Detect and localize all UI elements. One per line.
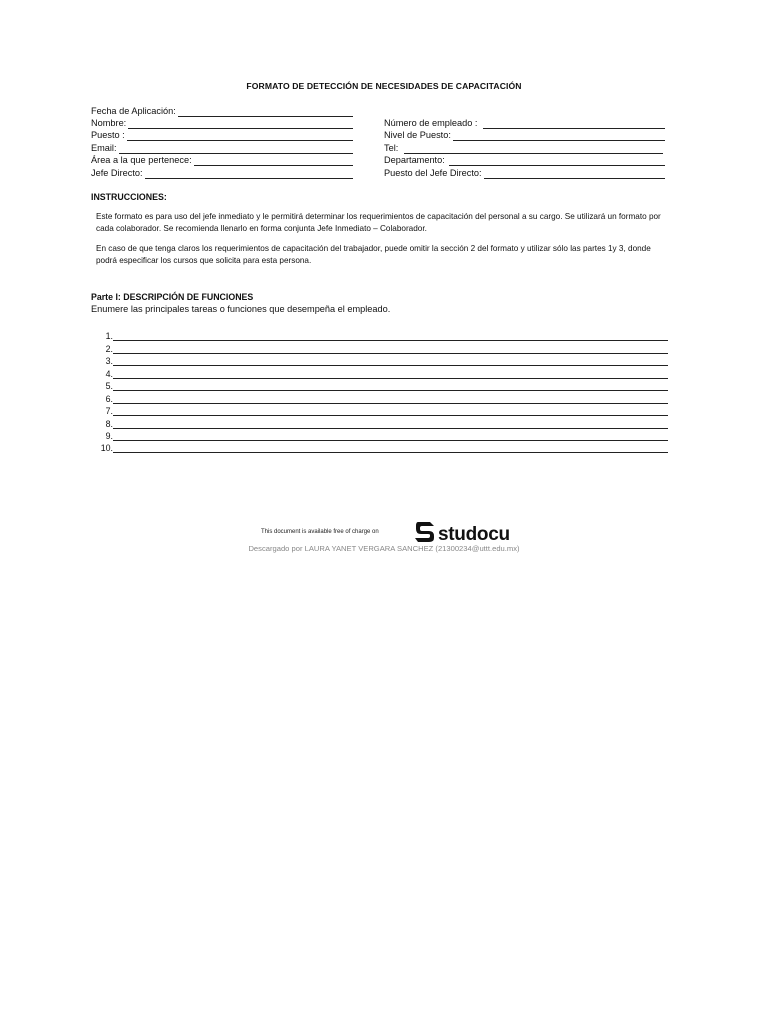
puesto-jefe-field	[384, 167, 665, 179]
list-item-input-line[interactable]	[113, 418, 668, 429]
fecha-input-line[interactable]	[178, 106, 353, 117]
list-item-input-line[interactable]	[113, 368, 668, 379]
list-item-number: 1.	[105, 331, 113, 342]
email-field	[91, 142, 353, 154]
list-item	[91, 329, 668, 341]
list-item	[91, 429, 668, 441]
list-item	[91, 404, 668, 416]
fecha-label: Fecha de Aplicación:	[91, 106, 176, 116]
puesto-jefe-input-line[interactable]	[484, 168, 665, 179]
studocu-brand-text: studocu	[438, 523, 510, 545]
list-item-number: 6.	[105, 393, 113, 404]
list-item-input-line[interactable]	[113, 355, 668, 366]
list-item	[91, 354, 668, 366]
list-item-input-line[interactable]	[113, 405, 668, 416]
nivel-field	[384, 129, 665, 141]
list-item-number: 4.	[105, 368, 113, 379]
list-item-number: 7.	[105, 406, 113, 417]
nivel-input-line[interactable]	[453, 130, 665, 141]
list-item	[91, 391, 668, 403]
list-item	[91, 366, 668, 378]
email-input-line[interactable]	[119, 143, 353, 154]
list-item	[91, 441, 668, 453]
list-item-input-line[interactable]	[113, 380, 668, 391]
list-item	[91, 379, 668, 391]
jefe-label: Jefe Directo:	[91, 168, 143, 178]
list-item-input-line[interactable]	[113, 393, 668, 404]
tel-label: Tel:	[384, 143, 399, 153]
list-item	[91, 341, 668, 353]
tel-field	[384, 142, 663, 154]
downloaded-by-text: Descargado por LAURA YANET VERGARA SANCHEZ (21300234@uttt.edu.mx)	[248, 544, 520, 553]
list-item	[91, 416, 668, 428]
list-item-number: 3.	[105, 356, 113, 367]
nombre-input-line[interactable]	[128, 118, 353, 129]
nombre-label: Nombre:	[91, 118, 127, 128]
instructions-heading: INSTRUCCIONES:	[91, 192, 167, 202]
list-item-input-line[interactable]	[113, 330, 668, 341]
list-item-number: 2.	[105, 343, 113, 354]
area-label: Área a la que pertenece:	[91, 155, 192, 165]
part1-subtitle: Enumere las principales tareas o funciones que desempeña el empleado.	[91, 304, 391, 314]
instructions-paragraph-2: En caso de que tenga claros los requerimientos de capacitación del trabajador, puede omitir la sección 2 del formato y utilizar sólo las partes 1y 3, donde podrá especificar los cursos que solicita para esta persona.	[96, 244, 651, 265]
nombre-field	[91, 117, 353, 129]
area-input-line[interactable]	[194, 155, 353, 166]
puesto-label: Puesto :	[91, 130, 125, 140]
departamento-field	[384, 154, 665, 166]
list-item-number: 5.	[105, 381, 113, 392]
list-item-number: 9.	[105, 430, 113, 441]
jefe-field	[91, 167, 353, 179]
fecha-field	[91, 105, 353, 117]
available-text: This document is available free of charge on	[261, 529, 379, 535]
nivel-label: Nivel de Puesto:	[384, 130, 451, 140]
departamento-input-line[interactable]	[449, 155, 665, 166]
numero-label: Número de empleado :	[384, 118, 478, 128]
list-item-input-line[interactable]	[113, 430, 668, 441]
puesto-field	[91, 129, 353, 141]
puesto-jefe-label: Puesto del Jefe Directo:	[384, 168, 482, 178]
list-item-input-line[interactable]	[113, 442, 668, 453]
part1-heading: Parte I: DESCRIPCIÓN DE FUNCIONES	[91, 292, 254, 302]
email-label: Email:	[91, 143, 117, 153]
functions-list	[91, 329, 668, 453]
list-item-input-line[interactable]	[113, 343, 668, 354]
form-title: FORMATO DE DETECCIÓN DE NECESIDADES DE CAPACITACIÓN	[246, 81, 522, 91]
numero-field	[384, 117, 665, 129]
instructions-paragraph-1: Este formato es para uso del jefe inmediato y le permitirá determinar los requerimientos de capacitación del personal a su cargo. Se utilizará un formato por cada colaborador. Se recomienda llenarlo en forma conjunta Jefe Inmediato – Colaborador.	[96, 212, 661, 233]
list-item-number: 8.	[105, 418, 113, 429]
jefe-input-line[interactable]	[145, 168, 353, 179]
numero-input-line[interactable]	[483, 118, 665, 129]
tel-input-line[interactable]	[404, 143, 663, 154]
area-field	[91, 154, 353, 166]
list-item-number: 10.	[100, 443, 113, 454]
departamento-label: Departamento:	[384, 155, 445, 165]
puesto-input-line[interactable]	[127, 130, 353, 141]
